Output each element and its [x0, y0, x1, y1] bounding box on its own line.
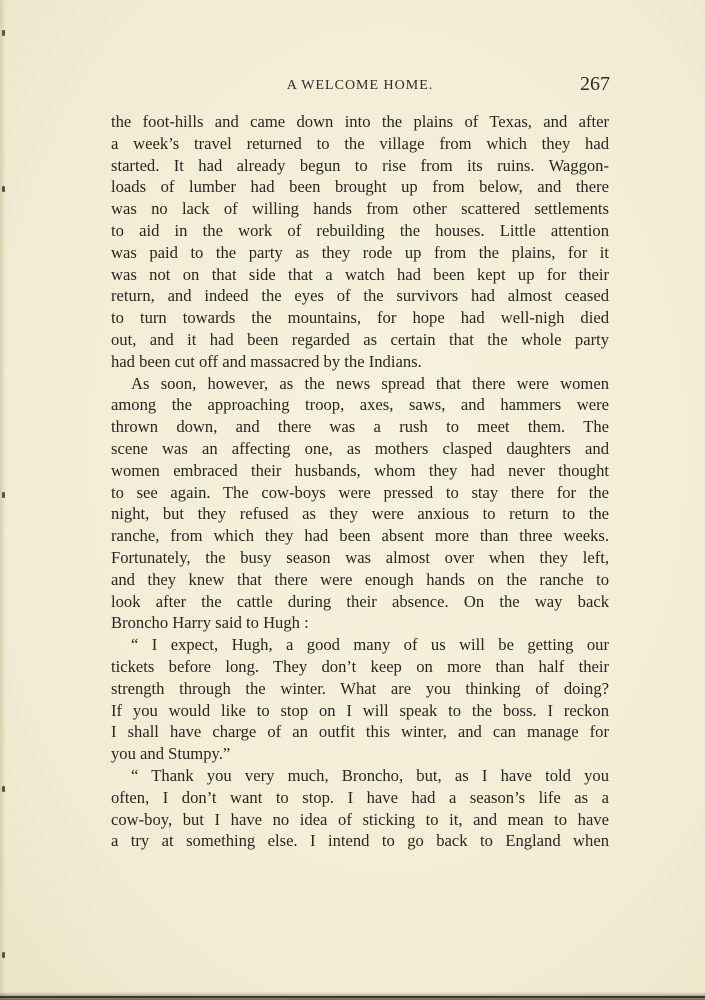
text-line: among the approaching troop, axes, saws, and hammers were [111, 395, 609, 415]
body-text [111, 111, 609, 852]
text-line: “ Thank you very much, Broncho, but, as I have told you [131, 765, 609, 785]
binding-mark [2, 786, 5, 792]
text-line: the foot-hills and came down into the plains of Texas, and after [111, 112, 609, 131]
text-line: to aid in the work of rebuilding the houses. Little attention [111, 220, 609, 240]
text-line: strength through the winter. What are you thinking of doing? [111, 678, 609, 698]
text-line: scene was an affecting one, as mothers clasped daughters and [111, 438, 609, 458]
text-line: often, I don’t want to stop. I have had a season’s life as a [111, 787, 609, 807]
text-line: women embraced their husbands, whom they had never thought [111, 460, 609, 480]
text-line: look after the cattle during their absence. On the way back [111, 591, 609, 611]
text-line: cow-boy, but I have no idea of sticking to it, and mean to have [111, 809, 609, 829]
text-line: and they knew that there were enough hands on the ranche to [111, 569, 609, 589]
text-line: a try at something else. I intend to go back to England when [111, 831, 609, 851]
text-line: “ I expect, Hugh, a good many of us will be getting our [131, 635, 609, 655]
text-line: was paid to the party as they rode up from the plains, for it [111, 242, 609, 262]
text-line: As soon, however, as the news spread that there were women [131, 373, 609, 393]
text-line: to turn towards the mountains, for hope had well-nigh died [111, 308, 609, 328]
page-number: 267 [580, 73, 610, 95]
text-line: out, and it had been regarded as certain that the whole party [111, 329, 609, 349]
binding-mark [2, 30, 5, 36]
text-line: started. It had already begun to rise from its ruins. Waggon- [111, 155, 609, 175]
text-line: had been cut off and massacred by the Indians. [111, 351, 422, 371]
binding-mark [2, 952, 5, 958]
page-gutter-shadow [0, 0, 6, 1000]
text-line: tickets before long. They don’t keep on more than half their [111, 656, 609, 676]
page-bottom-edge [0, 996, 705, 998]
text-line: was not on that side that a watch had been kept up for their [111, 264, 609, 284]
text-line: If you would like to stop on I will speak to the boss. I reckon [111, 700, 609, 720]
binding-mark [2, 492, 5, 498]
text-line: ranche, from which they had been absent more than three weeks. [111, 526, 609, 546]
text-line: you and Stumpy.” [111, 744, 231, 764]
text-line: return, and indeed the eyes of the survivors had almost ceased [111, 286, 609, 306]
binding-mark [2, 186, 5, 192]
text-line: I shall have charge of an outfit this winter, and can manage for [111, 722, 609, 742]
text-line: to see again. The cow-boys were pressed to stay there for the [111, 482, 609, 502]
text-line: loads of lumber had been brought up from below, and there [111, 177, 609, 197]
text-line: was no lack of willing hands from other scattered settlements [111, 199, 609, 219]
text-line: thrown down, and there was a rush to meet them. The [111, 417, 609, 437]
running-head [110, 74, 610, 98]
text-line: a week’s travel returned to the village from which they had [111, 133, 609, 153]
running-title: A WELCOME HOME. [286, 78, 434, 93]
text-line: night, but they refused as they were anxious to return to the [111, 504, 609, 524]
text-line: Broncho Harry said to Hugh : [111, 613, 309, 633]
text-line: Fortunately, the busy season was almost over when they left, [111, 547, 609, 567]
